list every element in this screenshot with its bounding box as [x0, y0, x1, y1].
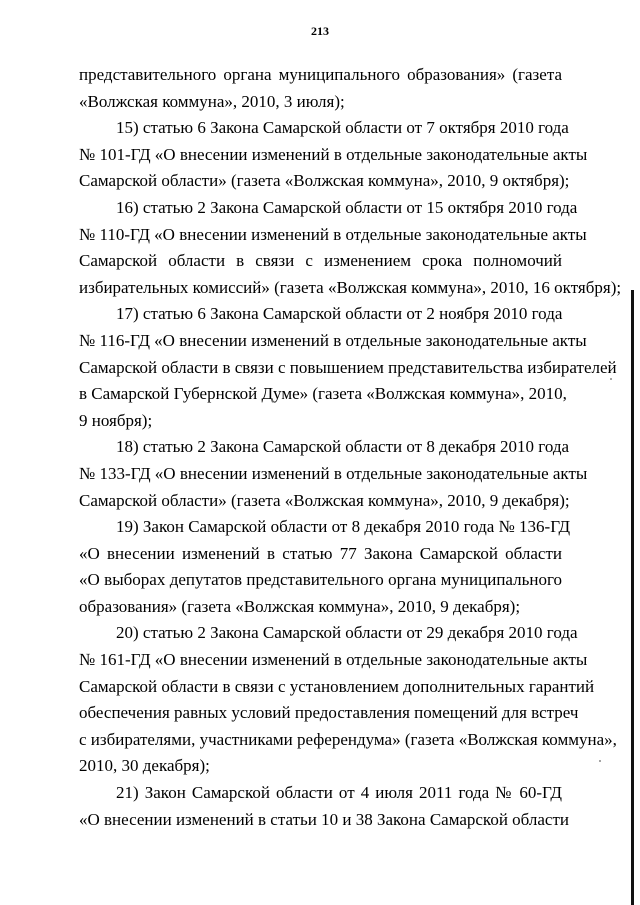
document-body [79, 62, 622, 833]
page-number: 213 [311, 24, 329, 38]
paragraph-item-16 [79, 195, 622, 301]
scan-speck [599, 760, 601, 762]
text-line: «О выборах депутатов представительного органа муниципального [79, 570, 562, 590]
text-line: Самарской области в связи с изменением срока полномочий [79, 251, 562, 271]
paragraph-item-19 [79, 514, 571, 620]
text-line: 17) статью 6 Закона Самарской области от 2 ноября 2010 года [116, 304, 563, 324]
text-line: Самарской области в связи с повышением представительства избирателей [79, 357, 617, 377]
text-line: «О внесении изменений в статью 77 Закона Самарской области [79, 543, 562, 563]
text-line: в Самарской Губернской Думе» (газета «Волжская коммуна», 2010, [79, 384, 567, 404]
text-line: Самарской области» (газета «Волжская коммуна», 2010, 9 октября); [79, 171, 570, 191]
paragraph-item-20 [79, 620, 617, 780]
text-line: представительного органа муниципального образования» (газета [79, 65, 562, 84]
text-line: № 110-ГД «О внесении изменений в отдельные законодательные акты [79, 224, 587, 244]
text-line: № 116-ГД «О внесении изменений в отдельные законодательные акты [79, 330, 587, 350]
text-line: 20) статью 2 Закона Самарской области от 29 декабря 2010 года [116, 623, 578, 643]
text-line: образования» (газета «Волжская коммуна», 2010, 9 декабря); [79, 596, 521, 616]
text-line: № 133-ГД «О внесении изменений в отдельные законодательные акты [79, 463, 588, 483]
text-line: Самарской области в связи с установлением дополнительных гарантий [79, 676, 595, 696]
text-line: обеспечения равных условий предоставления помещений для встреч [79, 703, 579, 723]
paragraph-item-15 [79, 115, 588, 195]
text-line: 18) статью 2 Закона Самарской области от 8 декабря 2010 года [116, 437, 570, 457]
text-line: с избирателями, участниками референдума» (газета «Волжская коммуна», [79, 729, 617, 749]
text-line: «О внесении изменений в статьи 10 и 38 Закона Самарской области [79, 809, 570, 829]
text-line: 15) статью 6 Закона Самарской области от 7 октября 2010 года [116, 118, 569, 138]
paragraph-continuation [79, 62, 562, 115]
text-line: Самарской области» (газета «Волжская коммуна», 2010, 9 декабря); [79, 490, 570, 510]
text-line: 16) статью 2 Закона Самарской области от 15 октября 2010 года [116, 197, 578, 217]
text-line: «Волжская коммуна», 2010, 3 июля); [79, 91, 345, 111]
text-line: № 161-ГД «О внесении изменений в отдельные законодательные акты [79, 650, 588, 670]
text-line: избирательных комиссий» (газета «Волжская коммуна», 2010, 16 октября); [79, 277, 622, 297]
paragraph-item-18 [79, 434, 588, 514]
paragraph-item-17 [79, 301, 617, 434]
text-line: 19) Закон Самарской области от 8 декабря 2010 года № 136-ГД [116, 517, 571, 537]
paragraph-item-21 [79, 780, 570, 833]
scan-edge-shadow [631, 290, 634, 905]
text-line: 9 ноября); [79, 410, 153, 430]
text-line: 21) Закон Самарской области от 4 июля 2011 года № 60-ГД [116, 783, 562, 803]
scan-speck [610, 378, 612, 380]
text-line: 2010, 30 декабря); [79, 756, 210, 776]
text-line: № 101-ГД «О внесении изменений в отдельные законодательные акты [79, 144, 588, 164]
